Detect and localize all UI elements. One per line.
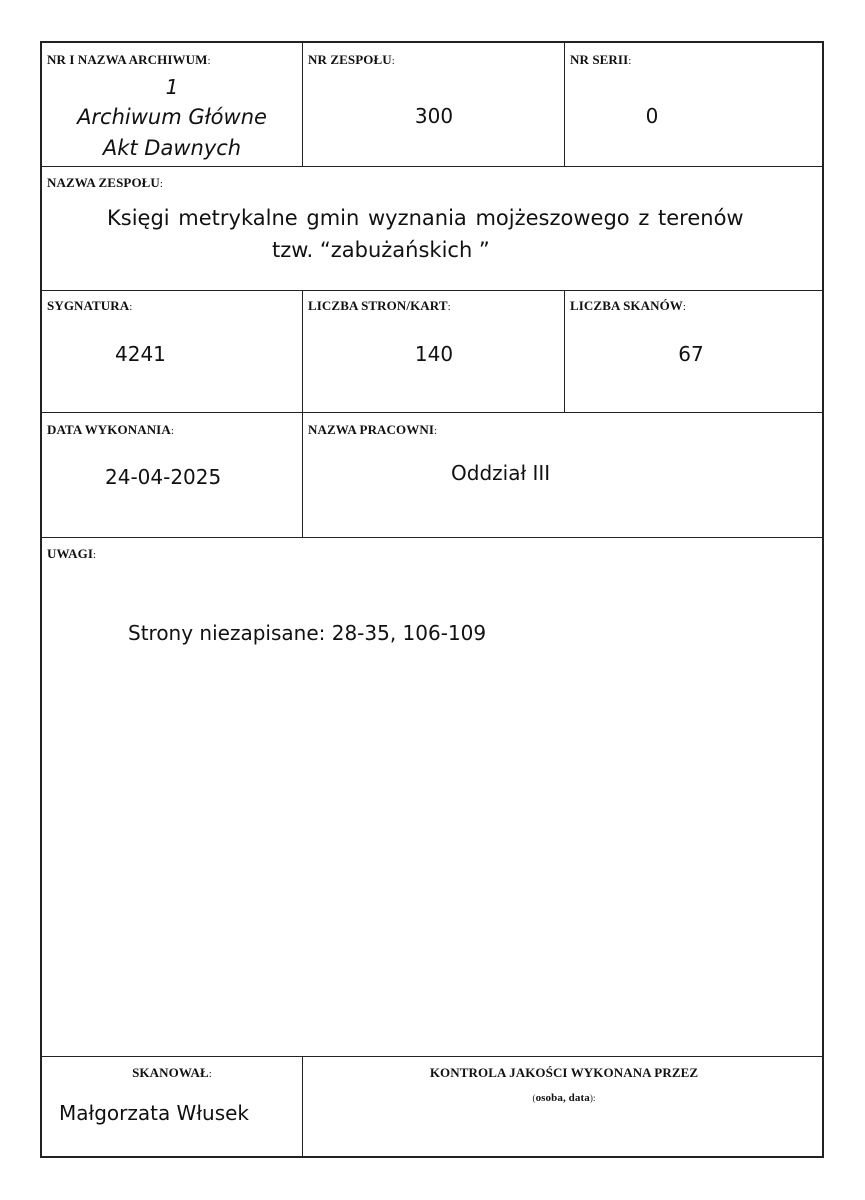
page-count-label: LICZBA STRON/KART: (308, 298, 451, 313)
archive-label: NR I NAZWA ARCHIWUM: (47, 52, 211, 67)
series-number-value: 0 (645, 104, 659, 128)
signature-label: SYGNATURA: (47, 298, 133, 313)
scan-count-value: 67 (678, 342, 704, 366)
col-divider-r3a (302, 290, 303, 412)
col-divider-r1a (302, 43, 303, 166)
fonds-name-label: NAZWA ZESPOŁU: (47, 175, 164, 190)
row-divider-2 (42, 290, 822, 291)
fonds-name-line2: tzw. “zabużańskich ” (272, 238, 490, 262)
archive-name-line1: Archiwum Główne (77, 105, 267, 129)
page-count-value: 140 (414, 342, 454, 366)
row-divider-4 (42, 537, 822, 538)
row-divider-5 (42, 1056, 822, 1057)
series-number-label: NR SERII: (570, 52, 632, 67)
signature-value: 4241 (115, 342, 166, 366)
scanned-by-value: Małgorzata Włusek (59, 1101, 249, 1125)
row-divider-1 (42, 166, 822, 167)
workshop-value: Oddział III (451, 461, 551, 485)
scan-count-label: LICZBA SKANÓW: (570, 298, 687, 313)
col-divider-r6 (302, 1056, 303, 1158)
quality-control-label: KONTROLA JAKOŚCI WYKONANA PRZEZ (429, 1065, 699, 1080)
col-divider-r4 (302, 412, 303, 537)
archive-name-line2: Akt Dawnych (102, 136, 242, 160)
fonds-name-line1: Księgi metrykalne gmin wyznania mojżeszowego z terenów (107, 206, 744, 230)
archive-number: 1 (165, 75, 179, 99)
archive-record-form (40, 41, 824, 1158)
execution-date-value: 24-04-2025 (105, 465, 222, 489)
fonds-number-value: 300 (414, 104, 454, 128)
fonds-number-label: NR ZESPOŁU: (308, 52, 395, 67)
scanned-by-label: SKANOWAŁ: (132, 1065, 212, 1080)
quality-control-sublabel: (osoba, data): (532, 1092, 596, 1104)
remarks-label: UWAGI: (47, 546, 97, 561)
row-divider-3 (42, 412, 822, 413)
workshop-label: NAZWA PRACOWNI: (308, 422, 438, 437)
remarks-value: Strony niezapisane: 28-35, 106-109 (128, 621, 487, 645)
execution-date-label: DATA WYKONANIA: (47, 422, 174, 437)
